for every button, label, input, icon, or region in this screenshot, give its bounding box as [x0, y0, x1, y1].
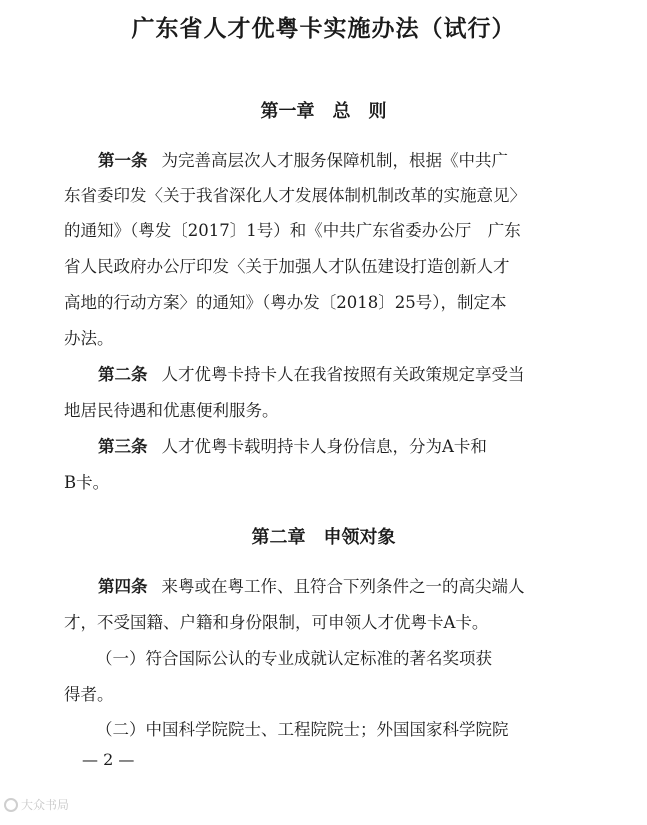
article-1-line-4: 省人民政府办公厅印发〈关于加强人才队伍建设打造创新人才 [64, 257, 510, 276]
article-1-text-1: 为完善高层次人才服务保障机制，根据《中共广 [161, 151, 508, 170]
page-number: — 2 — [82, 750, 135, 769]
article-4-text-1: 来粤或在粤工作、且符合下列条件之一的高尖端人 [161, 577, 525, 596]
item-1-line-1: （一）符合国际公认的专业成就认定标准的著名奖项获 [96, 649, 492, 668]
article-2-label: 第二条 [98, 365, 148, 384]
article-1-line-2: 东省委印发〈关于我省深化人才发展体制机制改革的实施意见〉 [64, 186, 526, 205]
document-title: 广东省人才优粤卡实施办法（试行） [131, 16, 516, 42]
article-4-line-2: 才，不受国籍、户籍和身份限制，可申领人才优粤卡A卡。 [64, 613, 489, 632]
article-1-line-5: 高地的行动方案〉的通知》（粤办发〔2018〕25号），制定本 [64, 293, 507, 312]
article-1-line-6: 办法。 [64, 329, 114, 348]
chapter-two-title: 第二章 申领对象 [251, 527, 396, 548]
article-4-line-1 [98, 576, 525, 598]
article-2-line-2: 地居民待遇和优惠便利服务。 [64, 401, 279, 420]
article-2-text-1: 人才优粤卡持卡人在我省按照有关政策规定享受当 [161, 365, 525, 384]
watermark-logo-icon [4, 798, 18, 812]
watermark-text: 大众书局 [21, 798, 70, 812]
article-3-line-1 [98, 436, 487, 458]
watermark [4, 796, 69, 813]
article-3-line-2: B卡。 [64, 473, 110, 492]
article-3-text-1: 人才优粤卡载明持卡人身份信息，分为A卡和 [161, 437, 487, 456]
chapter-one-title: 第一章 总 则 [260, 101, 387, 122]
article-1-label: 第一条 [98, 151, 148, 170]
article-2-line-1 [98, 364, 525, 386]
item-1-line-2: 得者。 [64, 685, 114, 704]
article-1-line-1 [98, 150, 508, 172]
article-3-label: 第三条 [98, 437, 148, 456]
article-4-label: 第四条 [98, 577, 148, 596]
article-1-line-3: 的通知》（粤发〔2017〕1号）和《中共广东省委办公厅 广东 [64, 221, 521, 240]
item-2-line-1: （二）中国科学院院士、工程院院士；外国国家科学院院 [96, 720, 509, 739]
